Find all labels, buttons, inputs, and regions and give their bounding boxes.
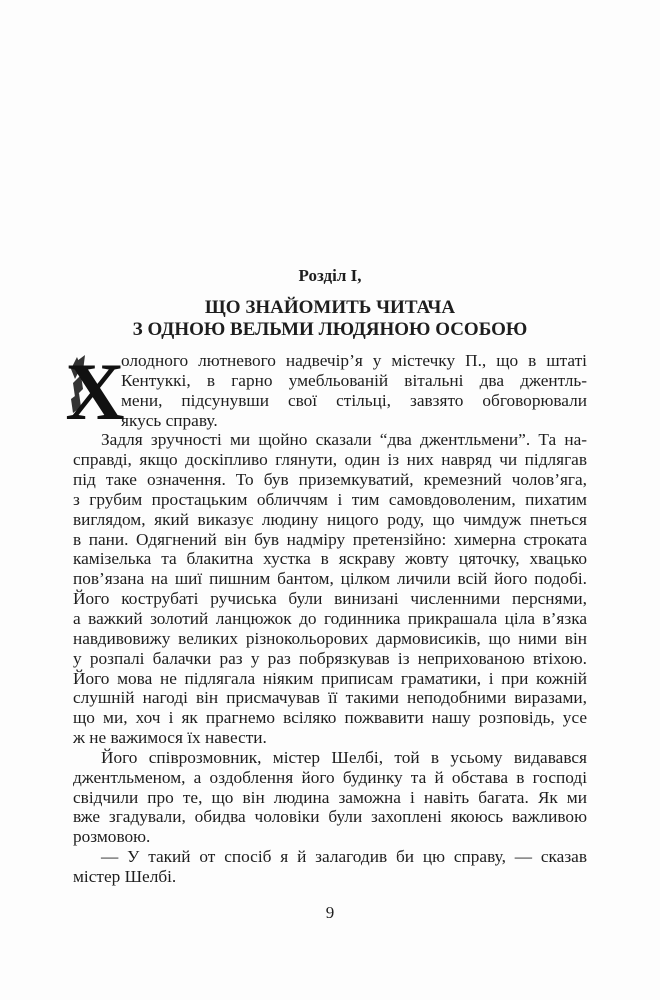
text-line: справді, якщо доскіпливо глянути, один із них навряд чи підлягав — [73, 450, 587, 470]
chapter-title-line: З ОДНОЮ ВЕЛЬМИ ЛЮДЯНОЮ ОСОБОЮ — [132, 319, 528, 340]
text-line: Задля зручності ми щойно сказали “два джентльмени”. Та на- — [101, 430, 587, 450]
chapter-number: Розділ І, — [298, 266, 362, 285]
text-line: що ми, хоч і як прагнемо всіляко пожвавити нашу розповідь, усе — [73, 708, 587, 728]
text-line: в пани. Одягнений він був надміру претензійно: химерна строката — [73, 529, 587, 549]
body-text — [65, 346, 587, 887]
text-line: камізелька та блакитна хустка в яскраву жовту цяточку, хвацько — [73, 549, 587, 569]
text-line: містер Шелбі. — [73, 866, 177, 886]
text-line: виглядом, який виказує людину ницого роду, що чимдуж пнеться — [73, 509, 587, 529]
text-line: мени, підсунувши свої стільці, завзято обговорювали — [121, 390, 587, 410]
drop-cap-letter: Х — [65, 346, 125, 437]
text-line: — У такий от спосіб я й залагодив би цю справу, — сказав — [101, 847, 587, 867]
text-line: розмовою. — [73, 827, 151, 847]
chapter-title-line: ЩО ЗНАЙОМИТЬ ЧИТАЧА — [204, 297, 456, 318]
text-line: з грубим простацьким обличчям і тим самовдоволеним, пихатим — [73, 489, 587, 509]
text-line: у розпалі балачки раз у раз побрязкував із неприхованою втіхою. — [73, 648, 587, 668]
text-line: вже згадували, обидва чоловіки були захоплені якоюсь важливою — [73, 807, 587, 827]
text-line: пов’язана на шиї пишним бантом, цілком личили всій його подобі. — [73, 569, 587, 589]
text-line: якусь справу. — [121, 410, 218, 430]
text-line: Кентуккі, в гарно умебльованій вітальні два джентль- — [121, 370, 587, 390]
text-line: олодного лютневого надвечір’я у містечку П., що в штаті — [121, 351, 587, 370]
chapter-title — [0, 297, 660, 341]
text-line: під таке означення. То був приземкуватий, кремезний чолов’яга, — [73, 470, 587, 490]
text-line: джентльменом, а оздоблення його будинку та й обстава в господі — [73, 767, 587, 787]
text-line: Його кострубаті ручиська були винизані численними перснями, — [73, 589, 587, 609]
text-line: навдивовижу великих різнокольорових дармовисиків, що ними він — [73, 628, 587, 648]
text-line: ж не важимося їх навести. — [73, 728, 267, 748]
drop-cap-ornament — [65, 346, 125, 437]
text-line: свідчили про те, що він людина заможна і навіть багата. Як ми — [73, 787, 587, 807]
page-number: 9 — [325, 903, 335, 922]
text-line: слушній нагоді він присмачував її такими неподобними виразами, — [73, 688, 587, 708]
text-line: Його мова не підлягала ніяким приписам граматики, і при кожній — [73, 668, 587, 688]
text-line: а важкий золотий ланцюжок до годинника прикрашала ціла в’язка — [73, 608, 587, 628]
text-line: Його співрозмовник, містер Шелбі, той в усьому видавався — [101, 747, 587, 767]
